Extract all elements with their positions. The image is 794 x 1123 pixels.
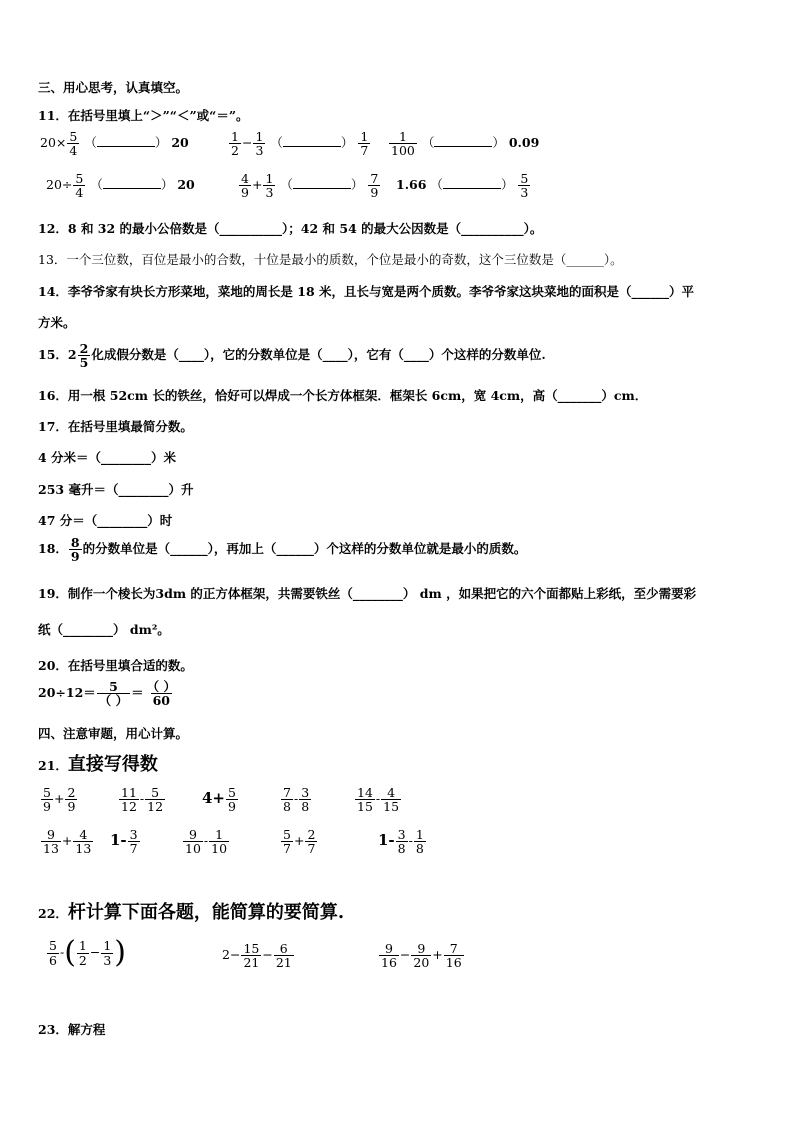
q19-line2: 纸（________） dm²。 (38, 622, 170, 637)
q13: 13．一个三位数，百位是最小的合数，十位是最小的质数，个位是最小的奇数，这个三位数是（______）。 (38, 252, 623, 267)
answer-blank[interactable] (103, 177, 161, 189)
q21-expr: $\frac{9}{13}$ + $\frac{4}{13}$ (43, 827, 92, 857)
q11-item-3: $\frac{1}{100}$ （ ） 0.09 (391, 129, 540, 159)
q12: 12．8 和 32 的最小公倍数是（__________）；42 和 54 的最大公因数是（__________）。 (38, 221, 543, 236)
answer-blank[interactable] (283, 135, 341, 147)
q17-line1: 4 分米＝（________）米 (38, 450, 177, 465)
q11-item-1: 20× $\frac{5}{4}$ （ ） 20 (40, 129, 189, 159)
q21-expr: $\frac{5}{7}$ + $\frac{2}{7}$ (283, 827, 316, 857)
q17-line3: 47 分＝（________）时 (38, 513, 173, 528)
q21-expr: $\frac{9}{10}$ - $\frac{1}{10}$ (185, 827, 228, 857)
q21-expr: $\frac{11}{12}$ - $\frac{5}{12}$ (121, 785, 164, 815)
q11-item-5: $\frac{4}{9}$ + $\frac{1}{3}$ （ ） $\frac{7}{9}$ (241, 171, 379, 201)
answer-blank[interactable] (97, 135, 155, 147)
q11-item-6: 1.66 （ ） $\frac{5}{3}$ (396, 171, 529, 201)
q21-expr: $\frac{7}{8}$ - $\frac{3}{8}$ (283, 785, 310, 815)
q17-line2: 253 毫升＝（________）升 (38, 482, 194, 497)
q11-item-2: $\frac{1}{2}$ − $\frac{1}{3}$ （ ） $\frac{1}{7}$ (231, 129, 369, 159)
q23: 23．解方程 (38, 1022, 106, 1037)
answer-blank[interactable] (434, 135, 492, 147)
q11-item-4: 20÷ $\frac{5}{4}$ （ ） 20 (46, 171, 195, 201)
q22-heading: 22．杆计算下面各题，能简算的要简算. (38, 902, 345, 923)
q22-expr-1: $\frac{5}{6}$ -( $\frac{1}{2}$ − $\frac{1}{3}$ ) (49, 935, 127, 970)
q20-label: 20．在括号里填合适的数。 (38, 658, 193, 673)
q21-expr: $\frac{14}{15}$ - $\frac{4}{15}$ (357, 785, 400, 815)
answer-blank[interactable] (443, 177, 501, 189)
q16: 16．用一根 52cm 长的铁丝，恰好可以焊成一个长方体框架．框架长 6cm，宽 4cm，高（_______）cm． (38, 388, 648, 403)
q20-equation: 20÷12＝ $\frac{5}{( )}$ ＝ $\frac{( )}{60}$ (38, 679, 176, 709)
q22-expr-3: $\frac{9}{16}$ − $\frac{9}{20}$ + $\frac{7}{16}$ (381, 941, 462, 971)
q22-expr-2: 2− $\frac{15}{21}$ − $\frac{6}{21}$ (222, 941, 292, 971)
q21-heading: 21．直接写得数 (38, 754, 158, 775)
q21-expr: 4+ $\frac{5}{9}$ (202, 785, 236, 815)
q14-line2: 方米。 (38, 315, 76, 330)
q21-expr: 1- $\frac{3}{7}$ (110, 827, 138, 857)
section-4-title: 四、注意审题，用心计算。 (38, 726, 189, 741)
q21-expr: 1- $\frac{3}{8}$ - $\frac{1}{8}$ (378, 827, 424, 857)
section-3-title: 三、用心思考，认真填空。 (38, 80, 189, 95)
q14-line1: 14．李爷爷家有块长方形菜地，菜地的周长是 18 米，且长与宽是两个质数。李爷爷家这块菜地的面积是（______）平 (38, 284, 694, 299)
q11-label: 11．在括号里填上“＞”“＜”或“＝”。 (38, 108, 249, 123)
q19-line1: 19．制作一个棱长为3dm 的正方体框架，共需要铁丝（________） dm ，如果把它的六个面都贴上彩纸，至少需要彩 (38, 586, 697, 601)
q17-label: 17．在括号里填最简分数。 (38, 419, 193, 434)
q15: 15．2 $\frac{2}{5}$ 化成假分数是（____），它的分数单位是（____），它有（____）个这样的分数单位. (38, 341, 546, 371)
q18: 18． $\frac{8}{9}$ 的分数单位是（______），再加上（______）个这样的分数单位就是最小的质数。 (38, 535, 527, 565)
q21-expr: $\frac{5}{9}$ + $\frac{2}{9}$ (43, 785, 76, 815)
answer-blank[interactable] (293, 177, 351, 189)
